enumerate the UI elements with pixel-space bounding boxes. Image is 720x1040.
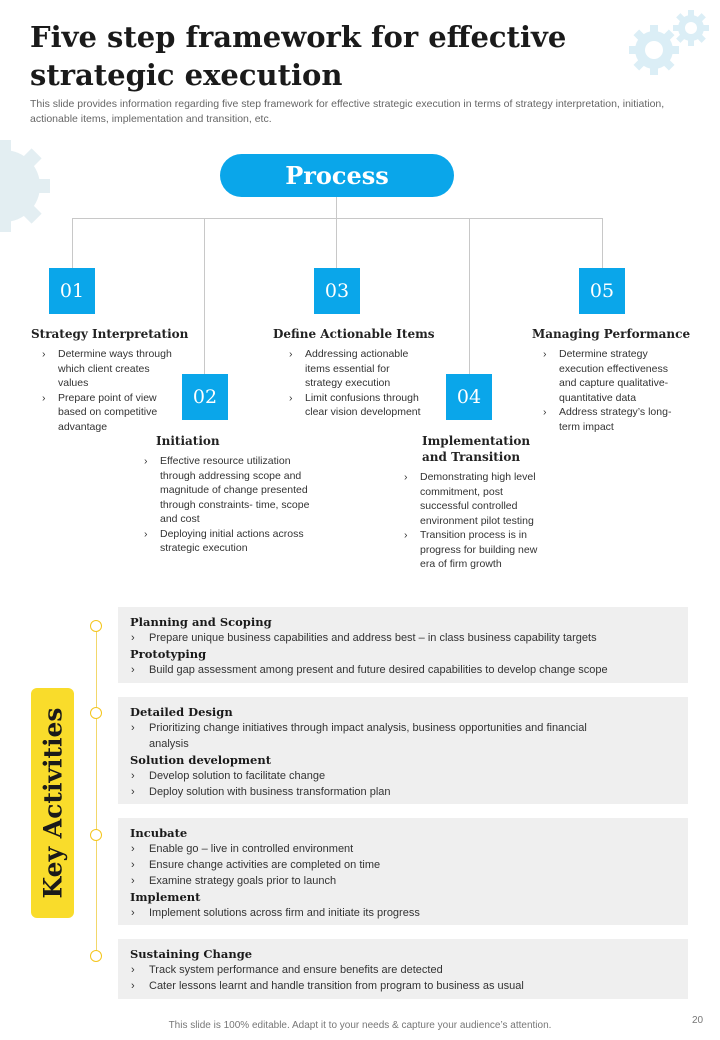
- step-03-list: [285, 347, 427, 420]
- activity-box-4: [118, 939, 688, 999]
- step-04-number: 04: [446, 374, 492, 420]
- timeline-dot: [90, 950, 102, 962]
- connector-line: [72, 218, 73, 268]
- footer-note: This slide is 100% editable. Adapt it to your needs & capture your audience’s attention.: [168, 1020, 552, 1031]
- connector-line: [336, 197, 337, 218]
- step-04-list: [400, 470, 554, 572]
- timeline-dot: [90, 620, 102, 632]
- page-number: 20: [692, 1015, 704, 1026]
- list-item: › Demonstrating high level commitment, post successful controlled environment pilot testing: [400, 470, 554, 528]
- step-02-title: Initiation: [156, 434, 220, 448]
- activity-item: › Ensure change activities are completed on time: [130, 857, 676, 873]
- list-item: › Effective resource utilization through addressing scope and magnitude of change presented through constraints- time, scope and cost: [140, 454, 328, 527]
- connector-line: [72, 218, 603, 219]
- step-05-number: 05: [579, 268, 625, 314]
- connector-line: [336, 218, 337, 268]
- key-activities-label: Key Activities: [38, 707, 68, 899]
- activity-heading: Solution development: [130, 753, 272, 767]
- timeline-dot: [90, 829, 102, 841]
- activity-heading: Incubate: [130, 826, 188, 840]
- timeline-dot: [90, 707, 102, 719]
- activity-item: › Prepare unique business capabilities and address best – in class business capability targets: [130, 630, 676, 646]
- process-header: Process: [220, 154, 454, 197]
- gear-icon: [0, 140, 50, 232]
- activity-heading: Detailed Design: [130, 705, 233, 719]
- step-03-title: Define Actionable Items: [273, 327, 435, 341]
- list-item: › Transition process is in progress for building new era of firm growth: [400, 528, 554, 572]
- activity-item: › Prioritizing change initiatives through impact analysis, business opportunities and financial analysis: [130, 720, 619, 752]
- activity-box-1: [118, 607, 688, 683]
- list-item: › Prepare point of view based on competitive advantage: [38, 391, 176, 435]
- activity-heading: Sustaining Change: [130, 947, 253, 961]
- list-item: › Addressing actionable items essential for strategy execution: [285, 347, 427, 391]
- step-05-title: Managing Performance: [532, 327, 691, 341]
- step-05-list: [539, 347, 687, 434]
- activity-item: › Deploy solution with business transformation plan: [130, 784, 676, 800]
- list-item: › Determine ways through which client creates values: [38, 347, 176, 391]
- activity-heading: Planning and Scoping: [130, 615, 272, 629]
- timeline-line: [96, 625, 97, 957]
- activity-item: › Cater lessons learnt and handle transition from program to business as usual: [130, 978, 676, 994]
- step-01-title: Strategy Interpretation: [31, 327, 189, 341]
- list-item: › Limit confusions through clear vision development: [285, 391, 427, 420]
- page-subtitle: This slide provides information regarding five step framework for effective strategic execution in terms of strategy interpretation, initiation, actionable items, implementation and transition, etc.: [30, 98, 665, 125]
- page-title: Five step framework for effective strategic execution: [30, 20, 567, 92]
- gears-icon: [628, 8, 712, 78]
- activity-heading: Prototyping: [130, 647, 207, 661]
- activity-item: › Track system performance and ensure benefits are detected: [130, 962, 676, 978]
- activity-item: › Implement solutions across firm and initiate its progress: [130, 905, 676, 921]
- activity-item: › Enable go – live in controlled environment: [130, 841, 676, 857]
- step-03-number: 03: [314, 268, 360, 314]
- connector-line: [204, 218, 205, 374]
- list-item: › Deploying initial actions across strategic execution: [140, 527, 328, 556]
- step-01-number: 01: [49, 268, 95, 314]
- activity-heading: Implement: [130, 890, 201, 904]
- activity-item: › Examine strategy goals prior to launch: [130, 873, 676, 889]
- step-02-number: 02: [182, 374, 228, 420]
- activity-box-2: [118, 697, 688, 804]
- step-01-list: [38, 347, 176, 434]
- list-item: › Determine strategy execution effectiveness and capture qualitative- quantitative data: [539, 347, 687, 405]
- connector-line: [602, 218, 603, 268]
- connector-line: [469, 218, 470, 374]
- list-item: › Address strategy’s long-term impact: [539, 405, 687, 434]
- step-02-list: [140, 454, 328, 556]
- activity-item: › Build gap assessment among present and future desired capabilities to develop change scope: [130, 662, 676, 678]
- activity-item: › Develop solution to facilitate change: [130, 768, 676, 784]
- activity-box-3: [118, 818, 688, 925]
- step-04-title: Implementation and Transition: [422, 434, 531, 464]
